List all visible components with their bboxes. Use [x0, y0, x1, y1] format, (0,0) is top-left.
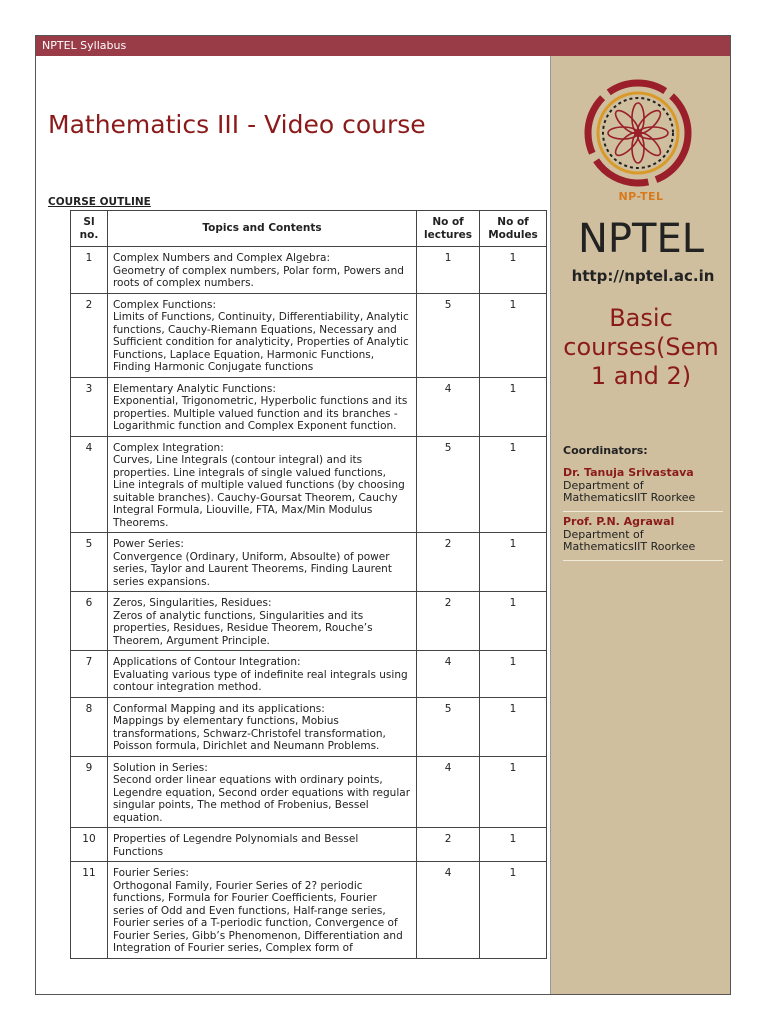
row-sl-no: 5 — [71, 533, 108, 592]
table-row — [71, 533, 547, 592]
table-row — [71, 377, 547, 436]
row-topic-description: Evaluating various type of indefinite real integrals using contour integration method. — [112, 668, 408, 693]
course-category-line: Basic — [609, 304, 673, 332]
table-row — [71, 247, 547, 294]
brand-name: NPTEL — [577, 216, 705, 262]
row-lectures: 4 — [417, 377, 480, 436]
row-modules: 1 — [480, 377, 547, 436]
row-sl-no: 8 — [71, 697, 108, 756]
nptel-logo-icon — [583, 78, 693, 188]
course-outline-table — [70, 210, 547, 959]
logo-caption: NP-TEL — [618, 190, 664, 203]
row-topic-title: Zeros, Singularities, Residues: — [112, 597, 272, 609]
course-outline-heading: COURSE OUTLINE — [48, 196, 151, 208]
header-lectures: No of lectures — [417, 211, 480, 247]
row-sl-no: 9 — [71, 756, 108, 828]
row-topic-title: Complex Functions: — [112, 298, 217, 311]
row-modules: 1 — [480, 247, 547, 294]
row-topic-cell — [107, 377, 416, 436]
row-topic-description: Orthogonal Family, Fourier Series of 2? periodic functions, Formula for Fourier Coefficients, Fourier series of Odd and Even functions, Half-range series, Fourier series of a T-periodic function, Convergence of Fourier Series, Gibb’s Phenomenon, Differentiation and Integration of Fourier series, Complex form of — [112, 879, 403, 954]
row-topic-cell — [107, 756, 416, 828]
table-row — [71, 651, 547, 698]
header-topics: Topics and Contents — [107, 211, 416, 247]
coordinator-institute: MathematicsIIT Roorkee — [563, 540, 696, 553]
row-modules: 1 — [480, 436, 547, 533]
table-row — [71, 592, 547, 651]
main-content — [36, 56, 550, 995]
course-category-line: 1 and 2) — [590, 362, 692, 390]
row-sl-no: 2 — [71, 293, 108, 377]
row-topic-title: Complex Integration: — [112, 441, 224, 454]
row-lectures: 4 — [417, 651, 480, 698]
row-topic-cell — [107, 293, 416, 377]
row-topic-cell — [107, 697, 416, 756]
row-topic-description: Mappings by elementary functions, Mobius transformations, Schwarz-Christofel transformation, Poisson formula, Dirichlet and Neumann Problems. — [112, 715, 386, 752]
row-topic-description: Geometry of complex numbers, Polar form, Powers and roots of complex numbers. — [112, 264, 404, 289]
row-topic-title: Properties of Legendre Polynomials and Bessel Functions — [112, 833, 359, 858]
table-row — [71, 756, 547, 828]
row-modules: 1 — [480, 756, 547, 828]
row-modules: 1 — [480, 828, 547, 862]
row-sl-no: 1 — [71, 247, 108, 294]
row-topic-title: Conformal Mapping and its applications: — [112, 702, 325, 715]
row-sl-no: 6 — [71, 592, 108, 651]
row-topic-cell — [107, 592, 416, 651]
row-lectures: 5 — [417, 293, 480, 377]
row-sl-no: 3 — [71, 377, 108, 436]
row-modules: 1 — [480, 293, 547, 377]
row-topic-title: Power Series: — [112, 538, 184, 550]
row-sl-no: 11 — [71, 862, 108, 959]
row-lectures: 4 — [417, 862, 480, 959]
row-lectures: 5 — [417, 697, 480, 756]
sidebar — [550, 56, 730, 995]
coordinator-entry — [563, 467, 723, 512]
course-category — [551, 304, 731, 391]
row-lectures: 1 — [417, 247, 480, 294]
row-topic-cell — [107, 651, 416, 698]
page-frame — [35, 35, 731, 995]
row-topic-description: Exponential, Trigonometric, Hyperbolic functions and its properties. Multiple valued function and its branches - Logarithmic function and Complex Exponent function. — [112, 395, 408, 432]
row-topic-title: Applications of Contour Integration: — [112, 656, 301, 668]
header-modules: No of Modules — [480, 211, 547, 247]
row-lectures: 4 — [417, 756, 480, 828]
coordinator-name: Dr. Tanuja Srivastava — [563, 466, 694, 479]
course-category-line: courses(Sem — [563, 333, 719, 361]
table-row — [71, 862, 547, 959]
coordinator-department: Department of — [563, 527, 644, 541]
coordinators-heading: Coordinators: — [563, 444, 648, 457]
row-lectures: 2 — [417, 533, 480, 592]
row-lectures: 5 — [417, 436, 480, 533]
row-topic-description: Convergence (Ordinary, Uniform, Absoulte) of power series, Taylor and Laurent Theorems, Finding Laurent series expansions. — [112, 550, 392, 588]
row-topic-title: Complex Numbers and Complex Algebra: — [112, 252, 330, 264]
row-topic-title: Elementary Analytic Functions: — [112, 382, 276, 395]
table-row — [71, 436, 547, 533]
table-body — [71, 247, 547, 959]
row-topic-cell — [107, 533, 416, 592]
row-topic-description: Second order linear equations with ordinary points, Legendre equation, Second order equations with regular singular points, The method of Frobenius, Bessel equation. — [112, 774, 411, 824]
row-topic-description: Zeros of analytic functions, Singularities and its properties, Residues, Residue Theorem, Rouche’s Theorem, Argument Principle. — [112, 609, 373, 647]
table-row — [71, 293, 547, 377]
row-sl-no: 4 — [71, 436, 108, 533]
coordinator-entry — [563, 516, 723, 561]
row-sl-no: 10 — [71, 828, 108, 862]
site-url-link[interactable]: http://nptel.ac.in — [571, 267, 715, 285]
row-topic-title: Solution in Series: — [112, 761, 208, 774]
row-topic-description: Limits of Functions, Continuity, Differentiability, Analytic functions, Cauchy-Riemann Equations, Necessary and Sufficient condition for analyticity, Properties of Analytic Functions, Laplace Equation, Harmonic Functions, Finding Harmonic Conjugate functions — [112, 311, 409, 373]
table-row — [71, 697, 547, 756]
coordinator-institute: MathematicsIIT Roorkee — [563, 491, 696, 504]
row-lectures: 2 — [417, 592, 480, 651]
row-topic-cell — [107, 436, 416, 533]
coordinator-name: Prof. P.N. Agrawal — [563, 515, 675, 528]
row-topic-cell — [107, 247, 416, 294]
row-topic-cell — [107, 828, 416, 862]
top-bar: NPTEL Syllabus — [36, 36, 730, 56]
page-title: Mathematics III - Video course — [48, 110, 426, 139]
row-modules: 1 — [480, 592, 547, 651]
row-topic-description: Curves, Line Integrals (contour integral) and its properties. Line integrals of single valued functions, Line integrals of multiple valued functions (by choosing suitable branches). Cauchy-Goursat Theorem, Cauchy Integral Formula, Liouville, FTA, Max/Min Modulus Theorems. — [112, 454, 405, 529]
row-modules: 1 — [480, 697, 547, 756]
row-modules: 1 — [480, 862, 547, 959]
table-header-row — [71, 211, 547, 247]
table-row — [71, 828, 547, 862]
row-topic-cell — [107, 862, 416, 959]
row-sl-no: 7 — [71, 651, 108, 698]
header-sl-no: Sl no. — [71, 211, 108, 247]
row-modules: 1 — [480, 651, 547, 698]
row-topic-title: Fourier Series: — [112, 867, 189, 879]
row-modules: 1 — [480, 533, 547, 592]
coordinator-department: Department of — [563, 478, 644, 492]
row-lectures: 2 — [417, 828, 480, 862]
